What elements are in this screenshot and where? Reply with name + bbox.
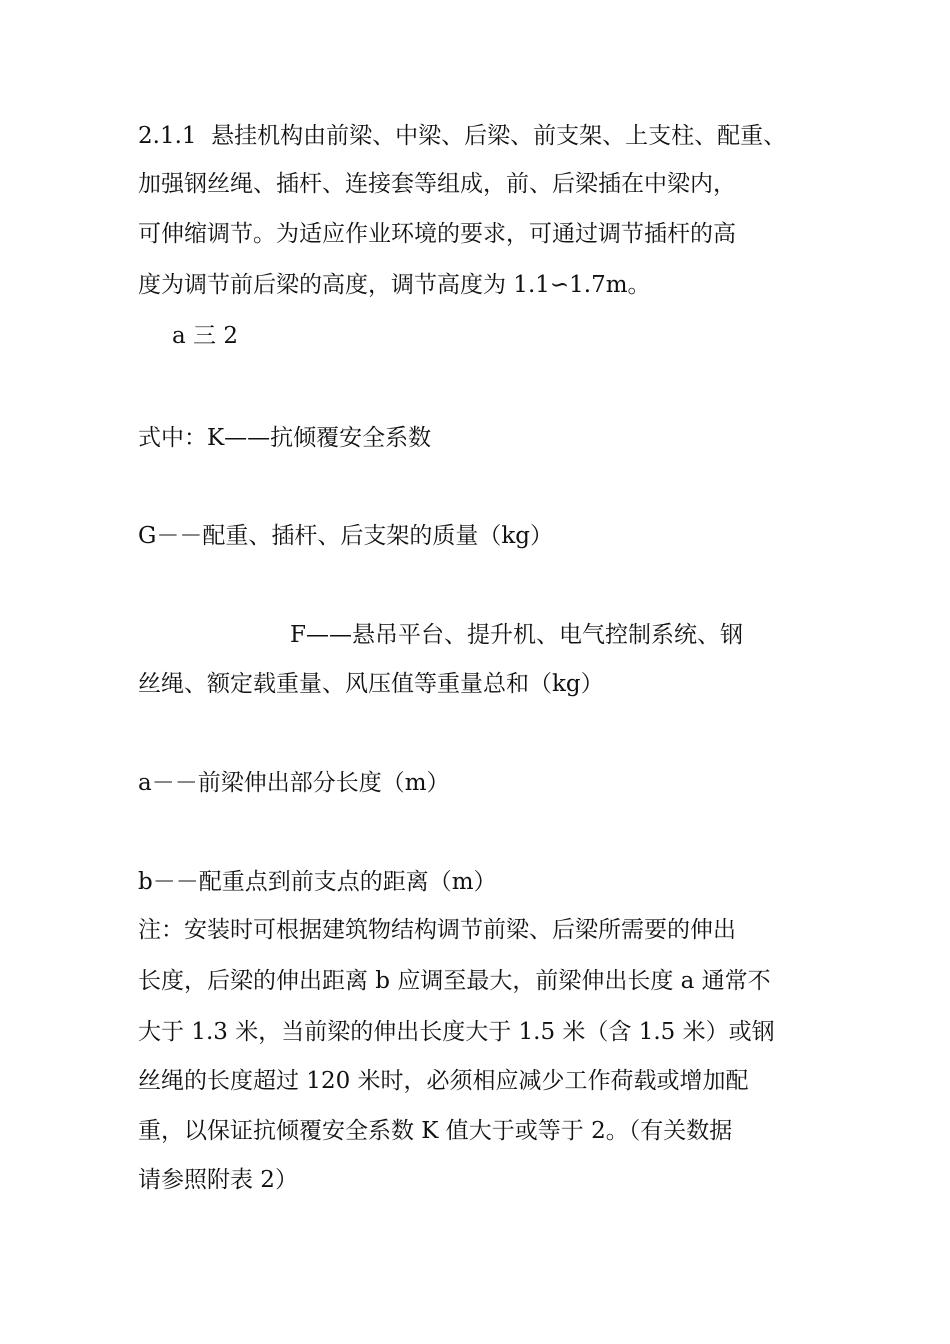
definition-g: G－－配重、插杆、后支架的质量（kg）: [138, 523, 554, 549]
section-line-4: 度为调节前后梁的高度，调节高度为 1.1∽1.7m。: [138, 272, 651, 298]
note-line-4: 丝绳的长度超过 120 米时，必须相应减少工作荷载或增加配: [138, 1068, 749, 1094]
section-line-1: [138, 122, 786, 150]
note-line-5: 重，以保证抗倾覆安全系数 K 值大于或等于 2。（有关数据: [138, 1118, 733, 1144]
formula-fragment: a 三 2: [172, 323, 238, 349]
section-line-2: 加强钢丝绳、插杆、连接套等组成，前、后梁插在中梁内，: [138, 171, 736, 197]
definition-f-line-1: F——悬吊平台、提升机、电气控制系统、钢: [290, 622, 743, 648]
note-line-1: 注：安装时可根据建筑物结构调节前梁、后梁所需要的伸出: [138, 917, 736, 943]
section-number: 2.1.1: [138, 123, 197, 149]
section-text: 悬挂机构由前梁、中梁、后梁、前支架、上支柱、配重、: [211, 123, 787, 149]
definition-a: a－－前梁伸出部分长度（m）: [138, 770, 450, 796]
note-line-3: 大于 1.3 米，当前梁的伸出长度大于 1.5 米（含 1.5 米）或钢: [138, 1019, 775, 1045]
definition-b: b－－配重点到前支点的距离（m）: [138, 869, 497, 895]
section-line-3: 可伸缩调节。为适应作业环境的要求，可通过调节插杆的高: [138, 221, 736, 247]
note-line-6: 请参照附表 2）: [138, 1167, 298, 1193]
definition-k: 式中：K——抗倾覆安全系数: [138, 425, 432, 451]
note-line-2: 长度，后梁的伸出距离 b 应调至最大，前梁伸出长度 a 通常不: [138, 968, 771, 994]
definition-f-line-2: 丝绳、额定载重量、风压值等重量总和（kg）: [138, 671, 604, 697]
